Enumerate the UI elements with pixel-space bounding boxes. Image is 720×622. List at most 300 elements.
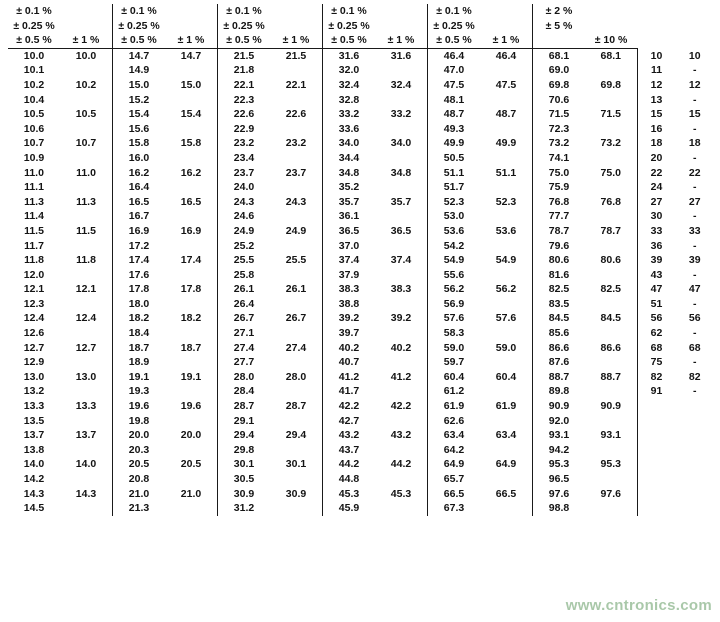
cell-r1-c1 — [60, 63, 113, 78]
cell-r21-c9 — [480, 355, 533, 370]
cell-r7-c11 — [585, 151, 637, 166]
cell-r29-c6: 44.8 — [323, 472, 376, 487]
cell-r8-c2: 16.2 — [113, 166, 166, 181]
cell-r23-c11 — [585, 384, 637, 399]
table-row — [8, 93, 714, 108]
header-group-4-second-tol: ± 1 % — [480, 33, 533, 48]
header-group-4-tol-2-blank — [480, 4, 533, 19]
cell-r28-c12 — [637, 457, 676, 472]
cell-r2-c2: 15.0 — [113, 78, 166, 93]
cell-r9-c5 — [270, 180, 323, 195]
cell-r16-c2: 17.8 — [113, 282, 166, 297]
table-row — [8, 326, 714, 341]
cell-r0-c3: 14.7 — [180, 49, 202, 62]
cell-r15-c13: - — [693, 268, 697, 281]
cell-r14-c6: 37.4 — [323, 253, 376, 268]
cell-r3-c3 — [165, 93, 218, 108]
cell-r18-c12: 56 — [637, 311, 676, 326]
cell-r2-c4: 22.1 — [218, 78, 271, 93]
cell-r19-c9 — [480, 326, 533, 341]
table-row — [8, 224, 714, 239]
cell-r7-c7 — [375, 151, 428, 166]
cell-r20-c11: 86.6 — [600, 341, 621, 354]
cell-r0-c0: 10.0 — [23, 49, 45, 62]
cell-r28-c11: 95.3 — [600, 458, 621, 471]
cell-r2-c10: 69.8 — [533, 78, 586, 93]
cell-r20-c4: 27.4 — [218, 341, 271, 356]
cell-r21-c12: 75 — [637, 355, 676, 370]
cell-r21-c3 — [165, 355, 218, 370]
cell-r15-c2: 17.6 — [113, 268, 166, 283]
cell-r4-c6: 33.2 — [323, 107, 376, 122]
cell-r18-c5: 26.7 — [285, 312, 307, 325]
header-group-4-tol-4: ± 0.5 % — [428, 33, 481, 48]
header-group-3-blank-2 — [375, 19, 428, 34]
cell-r17-c9 — [480, 297, 533, 312]
cell-r14-c8: 54.9 — [428, 253, 481, 268]
cell-r27-c8: 64.2 — [428, 443, 481, 458]
cell-r9-c0: 11.1 — [24, 181, 44, 194]
cell-r3-c11 — [585, 93, 637, 108]
cell-r7-c1 — [60, 151, 113, 166]
cell-r3-c10: 70.6 — [533, 93, 586, 108]
table-row — [8, 78, 714, 93]
cell-r21-c7 — [375, 355, 428, 370]
header-group-2-tol-1: ± 0.1 % — [218, 4, 271, 19]
cell-r14-c3: 17.4 — [180, 254, 202, 267]
table-row — [8, 414, 714, 429]
cell-r31-c13 — [676, 501, 715, 516]
cell-r27-c4: 29.8 — [218, 443, 271, 458]
cell-r28-c10: 95.3 — [533, 457, 586, 472]
cell-r9-c6: 35.2 — [323, 180, 376, 195]
cell-r0-c8: 46.4 — [428, 48, 481, 63]
cell-r0-c2: 14.7 — [113, 48, 166, 63]
cell-r25-c11 — [585, 414, 637, 429]
cell-r4-c2: 15.4 — [113, 107, 166, 122]
cell-r30-c9: 66.5 — [495, 487, 517, 500]
cell-r29-c12 — [637, 472, 676, 487]
cell-r31-c7 — [375, 501, 428, 516]
header-group-3-second-tol: ± 1 % — [375, 33, 428, 48]
cell-r5-c6: 33.6 — [323, 122, 376, 137]
cell-r14-c5: 25.5 — [285, 254, 307, 267]
cell-r1-c10: 69.0 — [533, 63, 586, 78]
cell-r8-c5: 23.7 — [285, 166, 307, 179]
cell-r21-c10: 87.6 — [533, 355, 586, 370]
cell-r25-c0: 13.5 — [23, 414, 45, 427]
cell-r8-c9: 51.1 — [495, 166, 517, 179]
table-row — [8, 311, 714, 326]
cell-r8-c3: 16.2 — [180, 166, 202, 179]
cell-r3-c0: 10.4 — [23, 93, 45, 106]
cell-r4-c12: 15 — [637, 107, 676, 122]
cell-r30-c11: 97.6 — [600, 487, 621, 500]
cell-r26-c0: 13.7 — [23, 429, 45, 442]
cell-r26-c12 — [637, 428, 676, 443]
cell-r30-c8: 66.5 — [428, 487, 481, 502]
cell-r26-c10: 93.1 — [533, 428, 586, 443]
cell-r17-c6: 38.8 — [323, 297, 376, 312]
cell-r23-c6: 41.7 — [323, 384, 376, 399]
table-row — [8, 107, 714, 122]
cell-r5-c0: 10.6 — [23, 122, 45, 135]
cell-r8-c1: 11.0 — [76, 166, 96, 179]
cell-r10-c2: 16.5 — [113, 195, 166, 210]
cell-r5-c13: - — [693, 122, 697, 135]
cell-r22-c4: 28.0 — [218, 370, 271, 385]
cell-r24-c11: 90.9 — [600, 400, 621, 413]
cell-r3-c6: 32.8 — [323, 93, 376, 108]
cell-r28-c9: 64.9 — [495, 458, 517, 471]
cell-r26-c8: 63.4 — [428, 428, 481, 443]
cell-r17-c10: 83.5 — [533, 297, 586, 312]
cell-r24-c2: 19.6 — [113, 399, 166, 414]
cell-r4-c9: 48.7 — [495, 108, 517, 121]
cell-r5-c11 — [585, 122, 637, 137]
cell-r12-c10: 78.7 — [533, 224, 586, 239]
cell-r18-c1: 12.4 — [75, 312, 97, 325]
cell-r5-c7 — [375, 122, 428, 137]
cell-r24-c13 — [676, 399, 715, 414]
header-row-tolerance-1 — [8, 4, 714, 19]
cell-r6-c4: 23.2 — [218, 136, 271, 151]
cell-r23-c1 — [60, 384, 113, 399]
cell-r10-c8: 52.3 — [428, 195, 481, 210]
cell-r24-c5: 28.7 — [285, 400, 307, 413]
cell-r30-c13 — [676, 487, 715, 502]
cell-r1-c6: 32.0 — [323, 63, 376, 78]
cell-r17-c11 — [585, 297, 637, 312]
cell-r26-c2: 20.0 — [113, 428, 166, 443]
cell-r12-c8: 53.6 — [428, 224, 481, 239]
cell-r24-c4: 28.7 — [218, 399, 271, 414]
cell-r10-c1: 11.3 — [76, 195, 96, 208]
cell-r12-c3: 16.9 — [180, 224, 202, 237]
cell-r20-c5: 27.4 — [285, 341, 307, 354]
cell-r28-c2: 20.5 — [113, 457, 166, 472]
cell-r19-c0: 12.6 — [23, 327, 45, 340]
cell-r3-c2: 15.2 — [113, 93, 166, 108]
cell-r15-c9 — [480, 268, 533, 283]
cell-r22-c11: 88.7 — [600, 370, 621, 383]
cell-r11-c1 — [60, 209, 113, 224]
cell-r27-c6: 43.7 — [323, 443, 376, 458]
cell-r22-c8: 60.4 — [428, 370, 481, 385]
cell-r31-c1 — [60, 501, 113, 516]
cell-r21-c13: - — [693, 356, 697, 369]
cell-r11-c9 — [480, 209, 533, 224]
cell-r18-c2: 18.2 — [113, 311, 166, 326]
cell-r26-c7: 43.2 — [390, 429, 412, 442]
cell-r11-c2: 16.7 — [113, 209, 166, 224]
cell-r8-c10: 75.0 — [533, 166, 586, 181]
cell-r8-c7: 34.8 — [390, 166, 412, 179]
cell-r20-c10: 86.6 — [533, 341, 586, 356]
cell-r13-c1 — [60, 239, 113, 254]
table-row — [8, 195, 714, 210]
cell-r16-c6: 38.3 — [323, 282, 376, 297]
cell-r13-c11 — [585, 239, 637, 254]
cell-r0-c13: 10 — [688, 49, 701, 62]
cell-r26-c13 — [676, 428, 715, 443]
header-group-0-tol-2-blank — [60, 4, 113, 19]
cell-r13-c13: - — [693, 239, 697, 252]
cell-r9-c2: 16.4 — [113, 180, 166, 195]
cell-r4-c3: 15.4 — [180, 108, 202, 121]
cell-r4-c0: 10.5 — [23, 108, 45, 121]
cell-r24-c8: 61.9 — [428, 399, 481, 414]
cell-r3-c12: 13 — [637, 93, 676, 108]
table-row — [8, 399, 714, 414]
cell-r22-c6: 41.2 — [323, 370, 376, 385]
cell-r6-c0: 10.7 — [23, 137, 45, 150]
cell-r30-c7: 45.3 — [390, 487, 412, 500]
cell-r9-c7 — [375, 180, 428, 195]
table-row — [8, 472, 714, 487]
cell-r15-c3 — [165, 268, 218, 283]
header-group-4-tol-1: ± 0.1 % — [428, 4, 481, 19]
cell-r13-c6: 37.0 — [323, 239, 376, 254]
cell-r23-c0: 13.2 — [23, 385, 45, 398]
cell-r25-c5 — [270, 414, 323, 429]
cell-r22-c13: 82 — [688, 370, 701, 383]
cell-r11-c8: 53.0 — [428, 209, 481, 224]
cell-r2-c0: 10.2 — [23, 78, 45, 91]
header-group-5-tol-4 — [533, 33, 586, 48]
cell-r11-c10: 77.7 — [533, 209, 586, 224]
cell-r29-c8: 65.7 — [428, 472, 481, 487]
cell-r27-c3 — [165, 443, 218, 458]
header-group-1-tol-4: ± 0.5 % — [113, 33, 166, 48]
cell-r1-c4: 21.8 — [218, 63, 271, 78]
cell-r9-c8: 51.7 — [428, 180, 481, 195]
cell-r5-c4: 22.9 — [218, 122, 271, 137]
table-row — [8, 239, 714, 254]
cell-r4-c7: 33.2 — [390, 108, 412, 121]
cell-r24-c12 — [637, 399, 676, 414]
cell-r2-c3: 15.0 — [180, 78, 202, 91]
cell-r26-c5: 29.4 — [285, 429, 307, 442]
header-group-1-tol-2-blank — [165, 4, 218, 19]
header-group-3-tol-1: ± 0.1 % — [323, 4, 376, 19]
cell-r13-c8: 54.2 — [428, 239, 481, 254]
cell-r2-c1: 10.2 — [75, 78, 97, 91]
cell-r10-c5: 24.3 — [285, 195, 307, 208]
cell-r15-c10: 81.6 — [533, 268, 586, 283]
cell-r15-c4: 25.8 — [218, 268, 271, 283]
cell-r21-c2: 18.9 — [113, 355, 166, 370]
header-group-0-tol-3: ± 0.25 % — [13, 19, 55, 32]
cell-r19-c10: 85.6 — [533, 326, 586, 341]
table-row — [8, 355, 714, 370]
cell-r9-c9 — [480, 180, 533, 195]
table-row — [8, 122, 714, 137]
cell-r16-c13: 47 — [688, 283, 701, 296]
cell-r24-c1: 13.3 — [75, 400, 97, 413]
cell-r15-c1 — [60, 268, 113, 283]
cell-r28-c7: 44.2 — [390, 458, 412, 471]
cell-r4-c11: 71.5 — [600, 108, 621, 121]
cell-r25-c10: 92.0 — [533, 414, 586, 429]
cell-r22-c5: 28.0 — [285, 370, 307, 383]
cell-r4-c1: 10.5 — [75, 108, 97, 121]
header-group-5-blank-2 — [585, 19, 637, 34]
table-row — [8, 457, 714, 472]
cell-r27-c1 — [60, 443, 113, 458]
cell-r19-c5 — [270, 326, 323, 341]
cell-r2-c5: 22.1 — [285, 78, 307, 91]
cell-r5-c9 — [480, 122, 533, 137]
cell-r6-c8: 49.9 — [428, 136, 481, 151]
cell-r20-c3: 18.7 — [180, 341, 202, 354]
cell-r28-c1: 14.0 — [75, 458, 97, 471]
cell-r22-c2: 19.1 — [113, 370, 166, 385]
header-group-3-tol-2-blank — [375, 4, 428, 19]
cell-r3-c7 — [375, 93, 428, 108]
cell-r22-c0: 13.0 — [23, 370, 45, 383]
header-group-2-tol-3: ± 0.25 % — [218, 19, 271, 34]
cell-r20-c2: 18.7 — [113, 341, 166, 356]
cell-r9-c13: - — [693, 181, 697, 194]
cell-r29-c0: 14.2 — [23, 473, 45, 485]
header-group-0-blank-2 — [60, 19, 113, 34]
cell-r1-c11 — [585, 63, 637, 78]
cell-r10-c13: 27 — [688, 195, 701, 208]
cell-r7-c4: 23.4 — [218, 151, 271, 166]
cell-r1-c5 — [270, 63, 323, 78]
cell-r14-c11: 80.6 — [600, 254, 621, 267]
cell-r25-c8: 62.6 — [428, 414, 481, 429]
table-row — [8, 501, 714, 516]
cell-r0-c12: 10 — [637, 48, 676, 63]
cell-r19-c3 — [165, 326, 218, 341]
cell-r7-c3 — [165, 151, 218, 166]
cell-r16-c4: 26.1 — [218, 282, 271, 297]
cell-r16-c9: 56.2 — [495, 283, 517, 296]
cell-r13-c0: 11.7 — [24, 239, 44, 252]
cell-r12-c1: 11.5 — [76, 224, 96, 237]
cell-r4-c4: 22.6 — [218, 107, 271, 122]
table-row — [8, 370, 714, 385]
cell-r30-c0: 14.3 — [23, 487, 45, 500]
cell-r21-c8: 59.7 — [428, 355, 481, 370]
cell-r1-c12: 11 — [637, 63, 676, 78]
cell-r23-c13: - — [693, 385, 697, 398]
cell-r12-c12: 33 — [637, 224, 676, 239]
cell-r23-c5 — [270, 384, 323, 399]
header-row-tolerance-2 — [8, 19, 714, 34]
cell-r13-c3 — [165, 239, 218, 254]
cell-r23-c3 — [165, 384, 218, 399]
cell-r24-c3: 19.6 — [180, 400, 202, 413]
cell-r12-c11: 78.7 — [600, 224, 621, 237]
cell-r29-c7 — [375, 472, 428, 487]
cell-r10-c4: 24.3 — [218, 195, 271, 210]
cell-r31-c5 — [270, 501, 323, 516]
cell-r10-c12: 27 — [637, 195, 676, 210]
cell-r27-c5 — [270, 443, 323, 458]
cell-r28-c5: 30.1 — [285, 458, 307, 471]
cell-r23-c10: 89.8 — [533, 384, 586, 399]
cell-r17-c3 — [165, 297, 218, 312]
cell-r17-c0: 12.3 — [23, 297, 45, 310]
cell-r8-c8: 51.1 — [428, 166, 481, 181]
cell-r28-c13 — [676, 457, 715, 472]
cell-r17-c12: 51 — [637, 297, 676, 312]
cell-r16-c0: 12.1 — [23, 283, 45, 296]
cell-r9-c3 — [165, 180, 218, 195]
cell-r10-c3: 16.5 — [180, 195, 202, 208]
cell-r19-c12: 62 — [637, 326, 676, 341]
header-group-0-second-tol: ± 1 % — [60, 33, 113, 48]
cell-r25-c9 — [480, 414, 533, 429]
cell-r9-c11 — [585, 180, 637, 195]
cell-r5-c2: 15.6 — [113, 122, 166, 137]
cell-r25-c7 — [375, 414, 428, 429]
cell-r26-c6: 43.2 — [323, 428, 376, 443]
cell-r0-c6: 31.6 — [323, 48, 376, 63]
table-row — [8, 297, 714, 312]
cell-r19-c6: 39.7 — [323, 326, 376, 341]
cell-r31-c2: 21.3 — [113, 501, 166, 516]
cell-r8-c11: 75.0 — [600, 166, 621, 179]
cell-r25-c6: 42.7 — [323, 414, 376, 429]
table-row — [8, 253, 714, 268]
header-group-0-tol-1: ± 0.1 % — [16, 5, 52, 17]
cell-r2-c6: 32.4 — [323, 78, 376, 93]
table-row — [8, 151, 714, 166]
table-row — [8, 166, 714, 181]
cell-r19-c8: 58.3 — [428, 326, 481, 341]
cell-r6-c2: 15.8 — [113, 136, 166, 151]
cell-r28-c3: 20.5 — [180, 458, 202, 471]
cell-r23-c12: 91 — [637, 384, 676, 399]
cell-r12-c6: 36.5 — [323, 224, 376, 239]
cell-r9-c10: 75.9 — [533, 180, 586, 195]
cell-r25-c13 — [676, 414, 715, 429]
cell-r22-c3: 19.1 — [180, 370, 202, 383]
cell-r7-c5 — [270, 151, 323, 166]
cell-r20-c6: 40.2 — [323, 341, 376, 356]
table-row — [8, 136, 714, 151]
cell-r26-c3: 20.0 — [180, 429, 202, 442]
cell-r17-c8: 56.9 — [428, 297, 481, 312]
cell-r4-c8: 48.7 — [428, 107, 481, 122]
cell-r31-c9 — [480, 501, 533, 516]
header-row-tolerance-3 — [8, 33, 714, 48]
cell-r7-c8: 50.5 — [428, 151, 481, 166]
resistor-value-table-sheet — [0, 4, 720, 622]
cell-r27-c2: 20.3 — [113, 443, 166, 458]
header-group-5-tol-2-blank — [585, 4, 637, 19]
header-group-2-blank-2 — [270, 19, 323, 34]
cell-r4-c10: 71.5 — [533, 107, 586, 122]
cell-r23-c7 — [375, 384, 428, 399]
cell-r2-c9: 47.5 — [495, 78, 517, 91]
cell-r1-c13: - — [693, 64, 697, 77]
cell-r11-c11 — [585, 209, 637, 224]
cell-r26-c11: 93.1 — [600, 429, 621, 442]
cell-r10-c7: 35.7 — [390, 195, 412, 208]
cell-r26-c9: 63.4 — [495, 429, 517, 442]
cell-r19-c2: 18.4 — [113, 326, 166, 341]
cell-r2-c13: 12 — [688, 78, 701, 91]
cell-r6-c13: 18 — [688, 137, 701, 150]
cell-r2-c11: 69.8 — [600, 78, 621, 91]
cell-r14-c12: 39 — [637, 253, 676, 268]
cell-r14-c2: 17.4 — [113, 253, 166, 268]
